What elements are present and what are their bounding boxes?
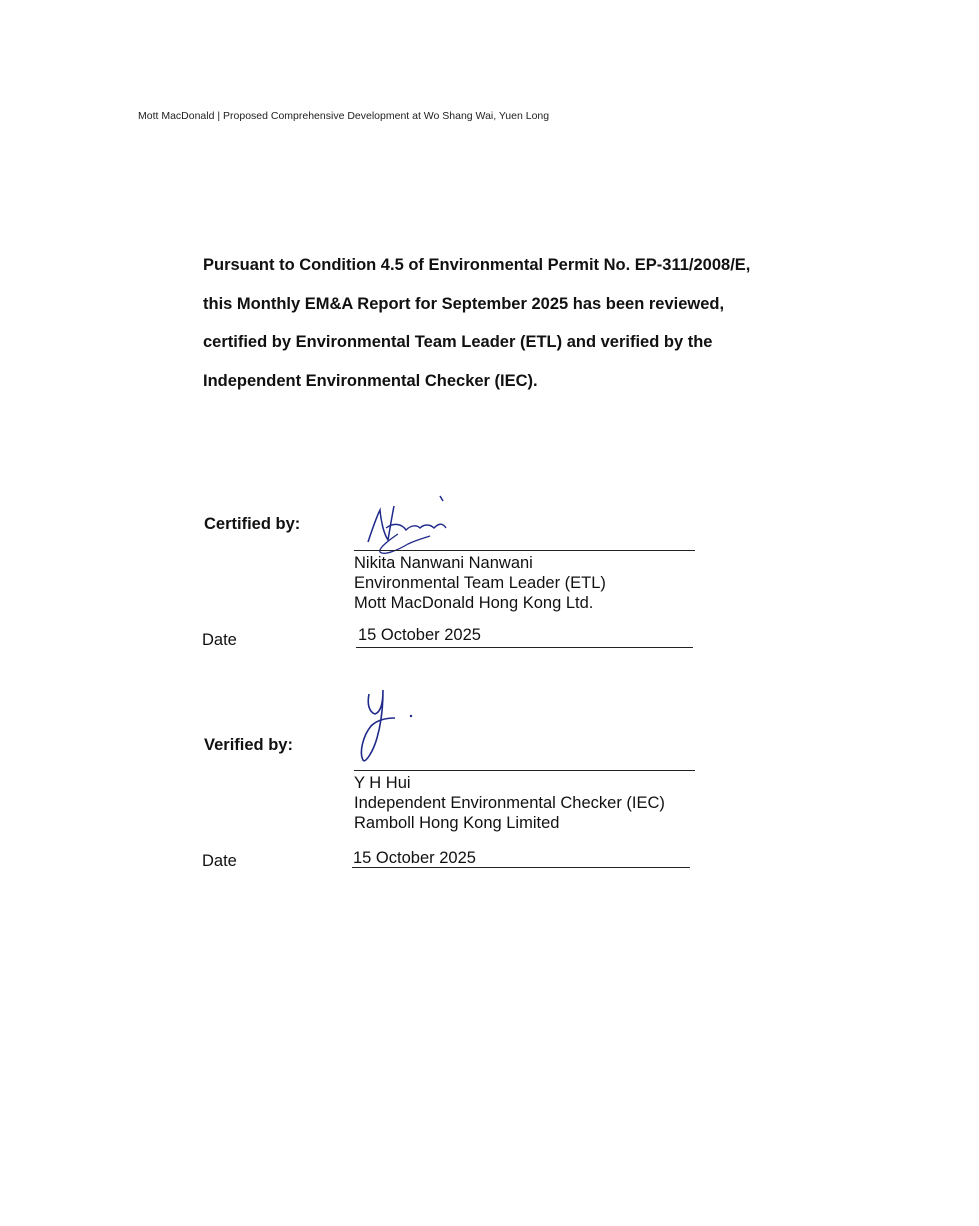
verified-date-label: Date xyxy=(202,852,237,870)
etl-signature xyxy=(350,492,460,562)
certified-date: 15 October 2025 xyxy=(358,626,481,644)
verified-by-label: Verified by: xyxy=(204,736,293,754)
certification-statement xyxy=(203,246,803,400)
etl-role: Environmental Team Leader (ETL) xyxy=(354,574,606,592)
statement-line: Independent Environmental Checker (IEC). xyxy=(203,371,538,390)
certified-date-label: Date xyxy=(202,631,237,649)
iec-details xyxy=(354,773,665,833)
iec-company: Ramboll Hong Kong Limited xyxy=(354,814,560,832)
etl-details xyxy=(354,553,606,613)
verified-date-line xyxy=(352,867,690,868)
iec-role: Independent Environmental Checker (IEC) xyxy=(354,794,665,812)
certified-date-line xyxy=(356,647,693,648)
iec-name: Y H Hui xyxy=(354,774,411,792)
iec-signature-line xyxy=(354,770,695,771)
etl-signature-line xyxy=(354,550,695,551)
certified-by-label: Certified by: xyxy=(204,515,301,533)
statement-line: Pursuant to Condition 4.5 of Environmental Permit No. EP-311/2008/E, xyxy=(203,256,751,274)
statement-line: this Monthly EM&A Report for September 2025 has been reviewed, xyxy=(203,294,725,313)
etl-name: Nikita Nanwani Nanwani xyxy=(354,554,533,572)
statement-line: certified by Environmental Team Leader (ETL) and verified by the xyxy=(203,333,713,351)
verified-date: 15 October 2025 xyxy=(353,849,476,867)
page-header: Mott MacDonald | Proposed Comprehensive Development at Wo Shang Wai, Yuen Long xyxy=(138,110,550,122)
etl-company: Mott MacDonald Hong Kong Ltd. xyxy=(354,594,594,612)
iec-signature xyxy=(355,684,435,774)
